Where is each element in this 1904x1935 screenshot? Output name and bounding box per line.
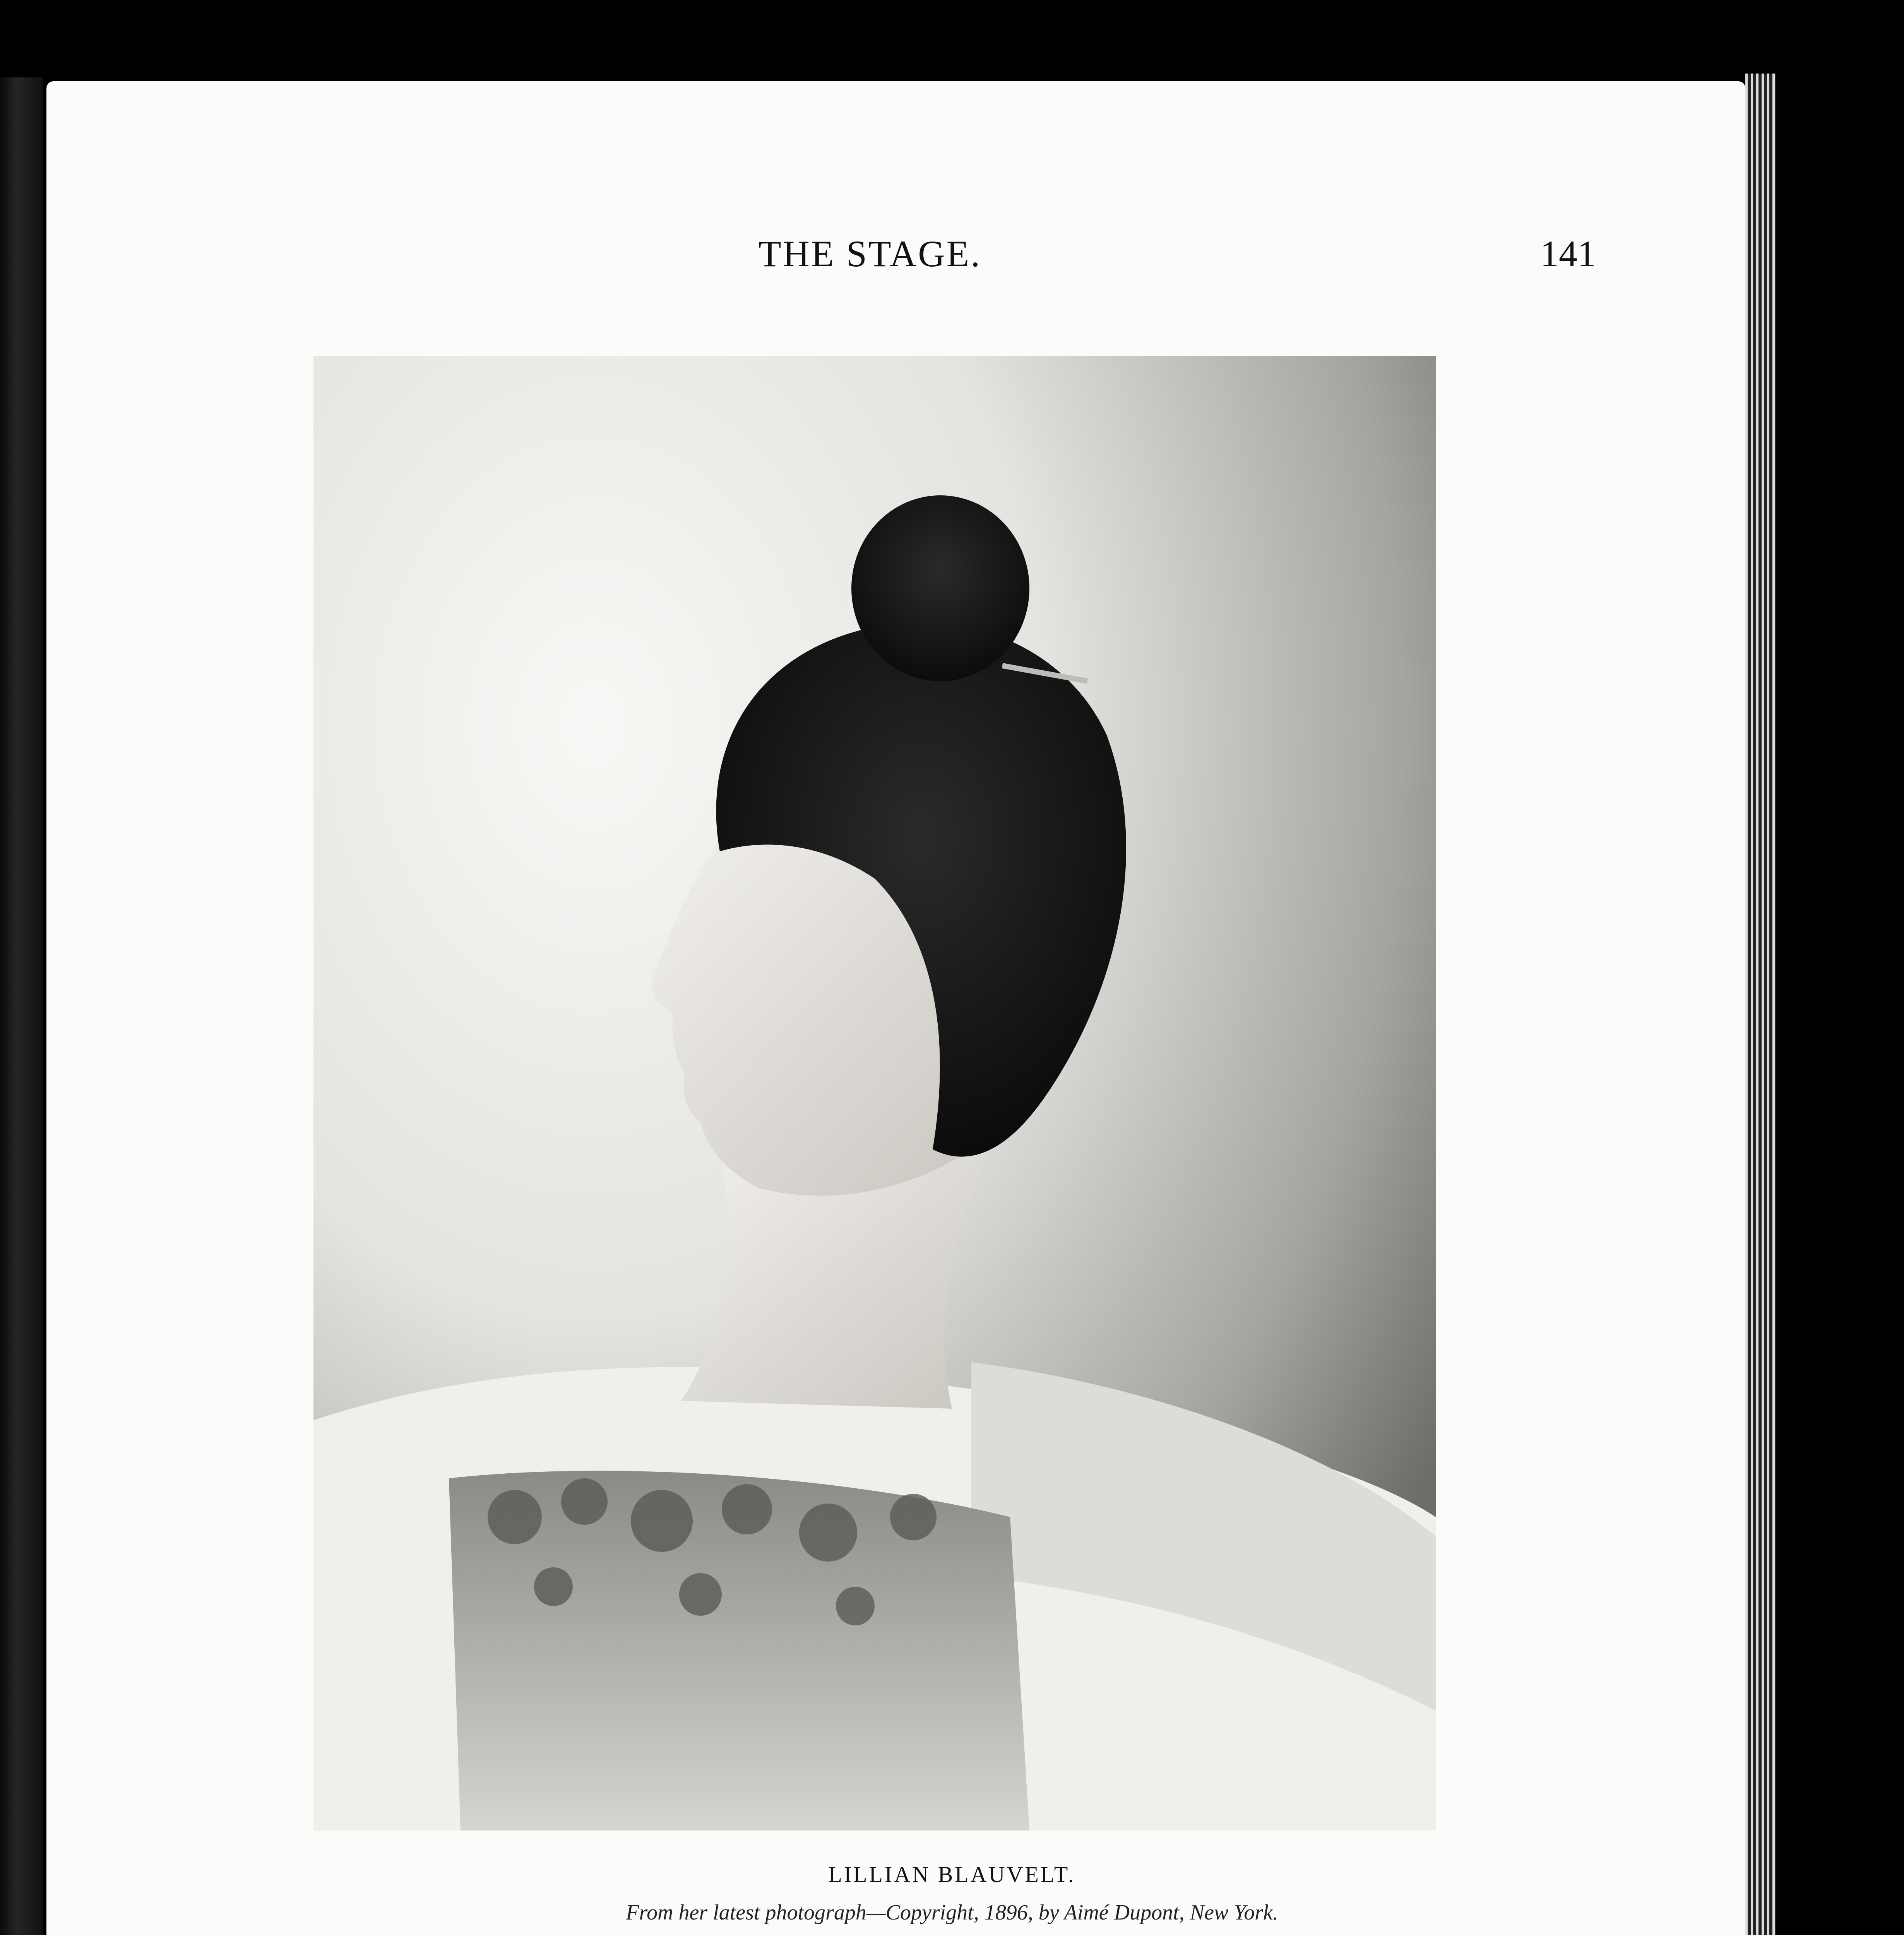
caption-title: LILLIAN BLAUVELT.: [828, 1862, 1076, 1887]
running-head: THE STAGE.: [759, 233, 982, 274]
page-number: 141: [1540, 233, 1596, 274]
portrait-photograph: [313, 356, 1436, 1831]
page-edge: [1745, 74, 1776, 1935]
book-gutter: [0, 77, 43, 1935]
caption-credit: From her latest photograph—Copyright, 1896, by Aimé Dupont, New York.: [626, 1901, 1278, 1925]
portrait-illustration: [313, 356, 1436, 1831]
